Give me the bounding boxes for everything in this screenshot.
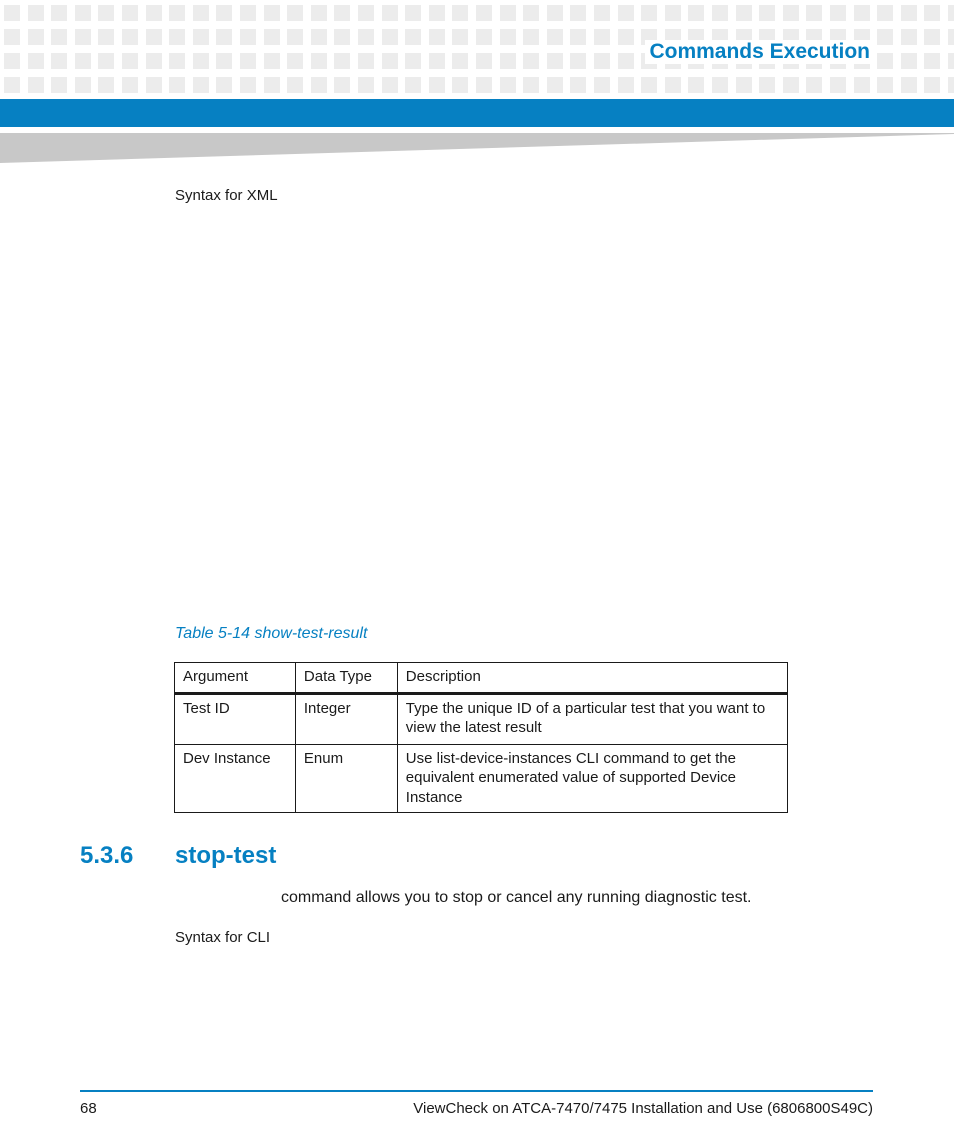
pattern-square — [547, 29, 563, 45]
table-cell: Type the unique ID of a particular test that you want to view the latest result — [397, 693, 787, 744]
footer-rule — [80, 1090, 873, 1092]
pattern-square — [476, 5, 492, 21]
header-blue-bar — [0, 99, 954, 127]
pattern-square — [169, 29, 185, 45]
pattern-square — [452, 53, 468, 69]
section-number: 5.3.6 — [80, 842, 134, 869]
pattern-square — [122, 5, 138, 21]
pattern-square — [665, 5, 681, 21]
pattern-square — [901, 29, 917, 45]
pattern-square — [500, 5, 516, 21]
pattern-square — [75, 29, 91, 45]
pattern-square — [594, 53, 610, 69]
table-cell: Test ID — [175, 693, 296, 744]
pattern-square — [51, 53, 67, 69]
pattern-square — [75, 5, 91, 21]
pattern-square — [216, 5, 232, 21]
pattern-square — [783, 77, 799, 93]
pattern-square — [405, 29, 421, 45]
pattern-square — [4, 53, 20, 69]
pattern-square — [948, 5, 954, 21]
pattern-square — [122, 77, 138, 93]
pattern-square — [334, 53, 350, 69]
pattern-square — [358, 77, 374, 93]
table-cell: Enum — [295, 744, 397, 813]
pattern-square — [641, 77, 657, 93]
pattern-square — [877, 29, 893, 45]
pattern-square — [830, 77, 846, 93]
pattern-square — [193, 29, 209, 45]
pattern-square — [287, 53, 303, 69]
pattern-square — [311, 77, 327, 93]
pattern-square — [382, 5, 398, 21]
pattern-square — [523, 77, 539, 93]
column-header-argument: Argument — [175, 663, 296, 694]
pattern-square — [98, 77, 114, 93]
pattern-square — [240, 29, 256, 45]
pattern-square — [240, 5, 256, 21]
pattern-square — [264, 29, 280, 45]
table-caption: Table 5-14 show-test-result — [175, 625, 368, 642]
pattern-square — [736, 77, 752, 93]
pattern-square — [405, 77, 421, 93]
column-header-data-type: Data Type — [295, 663, 397, 694]
pattern-square — [28, 53, 44, 69]
pattern-square — [75, 53, 91, 69]
pattern-square — [806, 77, 822, 93]
pattern-square — [382, 77, 398, 93]
pattern-square — [924, 29, 940, 45]
pattern-square — [547, 53, 563, 69]
pattern-square — [311, 29, 327, 45]
pattern-square — [618, 77, 634, 93]
pattern-square — [854, 77, 870, 93]
pattern-square — [429, 5, 445, 21]
syntax-cli-label: Syntax for CLI — [175, 929, 271, 946]
pattern-square — [712, 77, 728, 93]
pattern-square — [948, 53, 954, 69]
pattern-square — [382, 53, 398, 69]
pattern-square — [28, 29, 44, 45]
pattern-square — [594, 77, 610, 93]
pattern-square — [98, 29, 114, 45]
pattern-square — [500, 29, 516, 45]
table-cell: Use list-device-instances CLI command to get the equivalent enumerated value of supported Device Instance — [397, 744, 787, 813]
pattern-square — [783, 5, 799, 21]
table-cell: Dev Instance — [175, 744, 296, 813]
pattern-square — [618, 5, 634, 21]
pattern-square — [98, 53, 114, 69]
pattern-square — [641, 5, 657, 21]
pattern-square — [334, 29, 350, 45]
pattern-square — [429, 77, 445, 93]
pattern-square — [924, 53, 940, 69]
pattern-square — [759, 77, 775, 93]
pattern-square — [500, 77, 516, 93]
pattern-square — [287, 5, 303, 21]
pattern-square — [4, 5, 20, 21]
pattern-square — [429, 53, 445, 69]
pattern-square — [594, 5, 610, 21]
pattern-square — [924, 5, 940, 21]
pattern-square — [759, 5, 775, 21]
page-number: 68 — [80, 1100, 97, 1117]
pattern-square — [901, 53, 917, 69]
pattern-square — [924, 77, 940, 93]
pattern-square — [948, 29, 954, 45]
pattern-square — [122, 29, 138, 45]
pattern-square — [877, 53, 893, 69]
pattern-square — [452, 5, 468, 21]
pattern-square — [193, 5, 209, 21]
pattern-square — [877, 5, 893, 21]
pattern-square — [146, 77, 162, 93]
table-cell: Integer — [295, 693, 397, 744]
pattern-square — [193, 77, 209, 93]
pattern-square — [311, 53, 327, 69]
pattern-square — [523, 5, 539, 21]
pattern-square — [358, 53, 374, 69]
pattern-square — [547, 5, 563, 21]
pattern-square — [877, 77, 893, 93]
pattern-square — [405, 53, 421, 69]
pattern-square — [830, 5, 846, 21]
pattern-square — [51, 77, 67, 93]
pattern-square — [216, 77, 232, 93]
pattern-square — [287, 29, 303, 45]
pattern-square — [476, 29, 492, 45]
pattern-square — [240, 77, 256, 93]
page-header-title: Commands Execution — [645, 40, 874, 64]
pattern-square — [452, 77, 468, 93]
pattern-square — [901, 5, 917, 21]
pattern-square — [665, 77, 681, 93]
pattern-square — [146, 53, 162, 69]
pattern-square — [311, 5, 327, 21]
pattern-square — [948, 77, 954, 93]
pattern-square — [334, 77, 350, 93]
pattern-square — [547, 77, 563, 93]
pattern-square — [264, 53, 280, 69]
pattern-square — [51, 29, 67, 45]
pattern-square — [240, 53, 256, 69]
pattern-square — [334, 5, 350, 21]
pattern-square — [287, 77, 303, 93]
pattern-square — [28, 5, 44, 21]
table-header-row — [175, 663, 788, 694]
pattern-square — [500, 53, 516, 69]
pattern-square — [901, 77, 917, 93]
pattern-square — [216, 29, 232, 45]
pattern-square — [594, 29, 610, 45]
pattern-square — [452, 29, 468, 45]
pattern-square — [405, 5, 421, 21]
pattern-square — [570, 5, 586, 21]
pattern-square — [618, 29, 634, 45]
pattern-square — [570, 53, 586, 69]
column-header-description: Description — [397, 663, 787, 694]
pattern-square — [4, 29, 20, 45]
pattern-square — [193, 53, 209, 69]
pattern-square — [358, 29, 374, 45]
pattern-square — [523, 29, 539, 45]
pattern-square — [146, 29, 162, 45]
syntax-xml-label: Syntax for XML — [175, 187, 278, 204]
pattern-square — [169, 77, 185, 93]
pattern-square — [264, 77, 280, 93]
section-title: stop-test — [175, 842, 277, 869]
pattern-square — [4, 77, 20, 93]
pattern-square — [169, 53, 185, 69]
pattern-square — [358, 5, 374, 21]
pattern-square — [146, 5, 162, 21]
table-row — [175, 744, 788, 813]
pattern-square — [712, 5, 728, 21]
table-row — [175, 693, 788, 744]
pattern-square — [169, 5, 185, 21]
section-intro: command allows you to stop or cancel any running diagnostic test. — [281, 889, 752, 906]
pattern-square — [570, 29, 586, 45]
argument-table — [174, 662, 788, 813]
pattern-square — [476, 77, 492, 93]
pattern-square — [618, 53, 634, 69]
pattern-square — [523, 53, 539, 69]
pattern-square — [98, 5, 114, 21]
pattern-square — [736, 5, 752, 21]
pattern-square — [382, 29, 398, 45]
pattern-square — [854, 5, 870, 21]
pattern-square — [806, 5, 822, 21]
pattern-square — [28, 77, 44, 93]
header-grey-wedge — [0, 127, 954, 163]
pattern-square — [75, 77, 91, 93]
pattern-square — [51, 5, 67, 21]
pattern-square — [122, 53, 138, 69]
pattern-square — [429, 29, 445, 45]
footer-document-title: ViewCheck on ATCA-7470/7475 Installation and Use (6806800S49C) — [413, 1100, 873, 1117]
pattern-square — [264, 5, 280, 21]
pattern-square — [688, 5, 704, 21]
pattern-square — [476, 53, 492, 69]
pattern-square — [688, 77, 704, 93]
pattern-square — [216, 53, 232, 69]
pattern-square — [570, 77, 586, 93]
